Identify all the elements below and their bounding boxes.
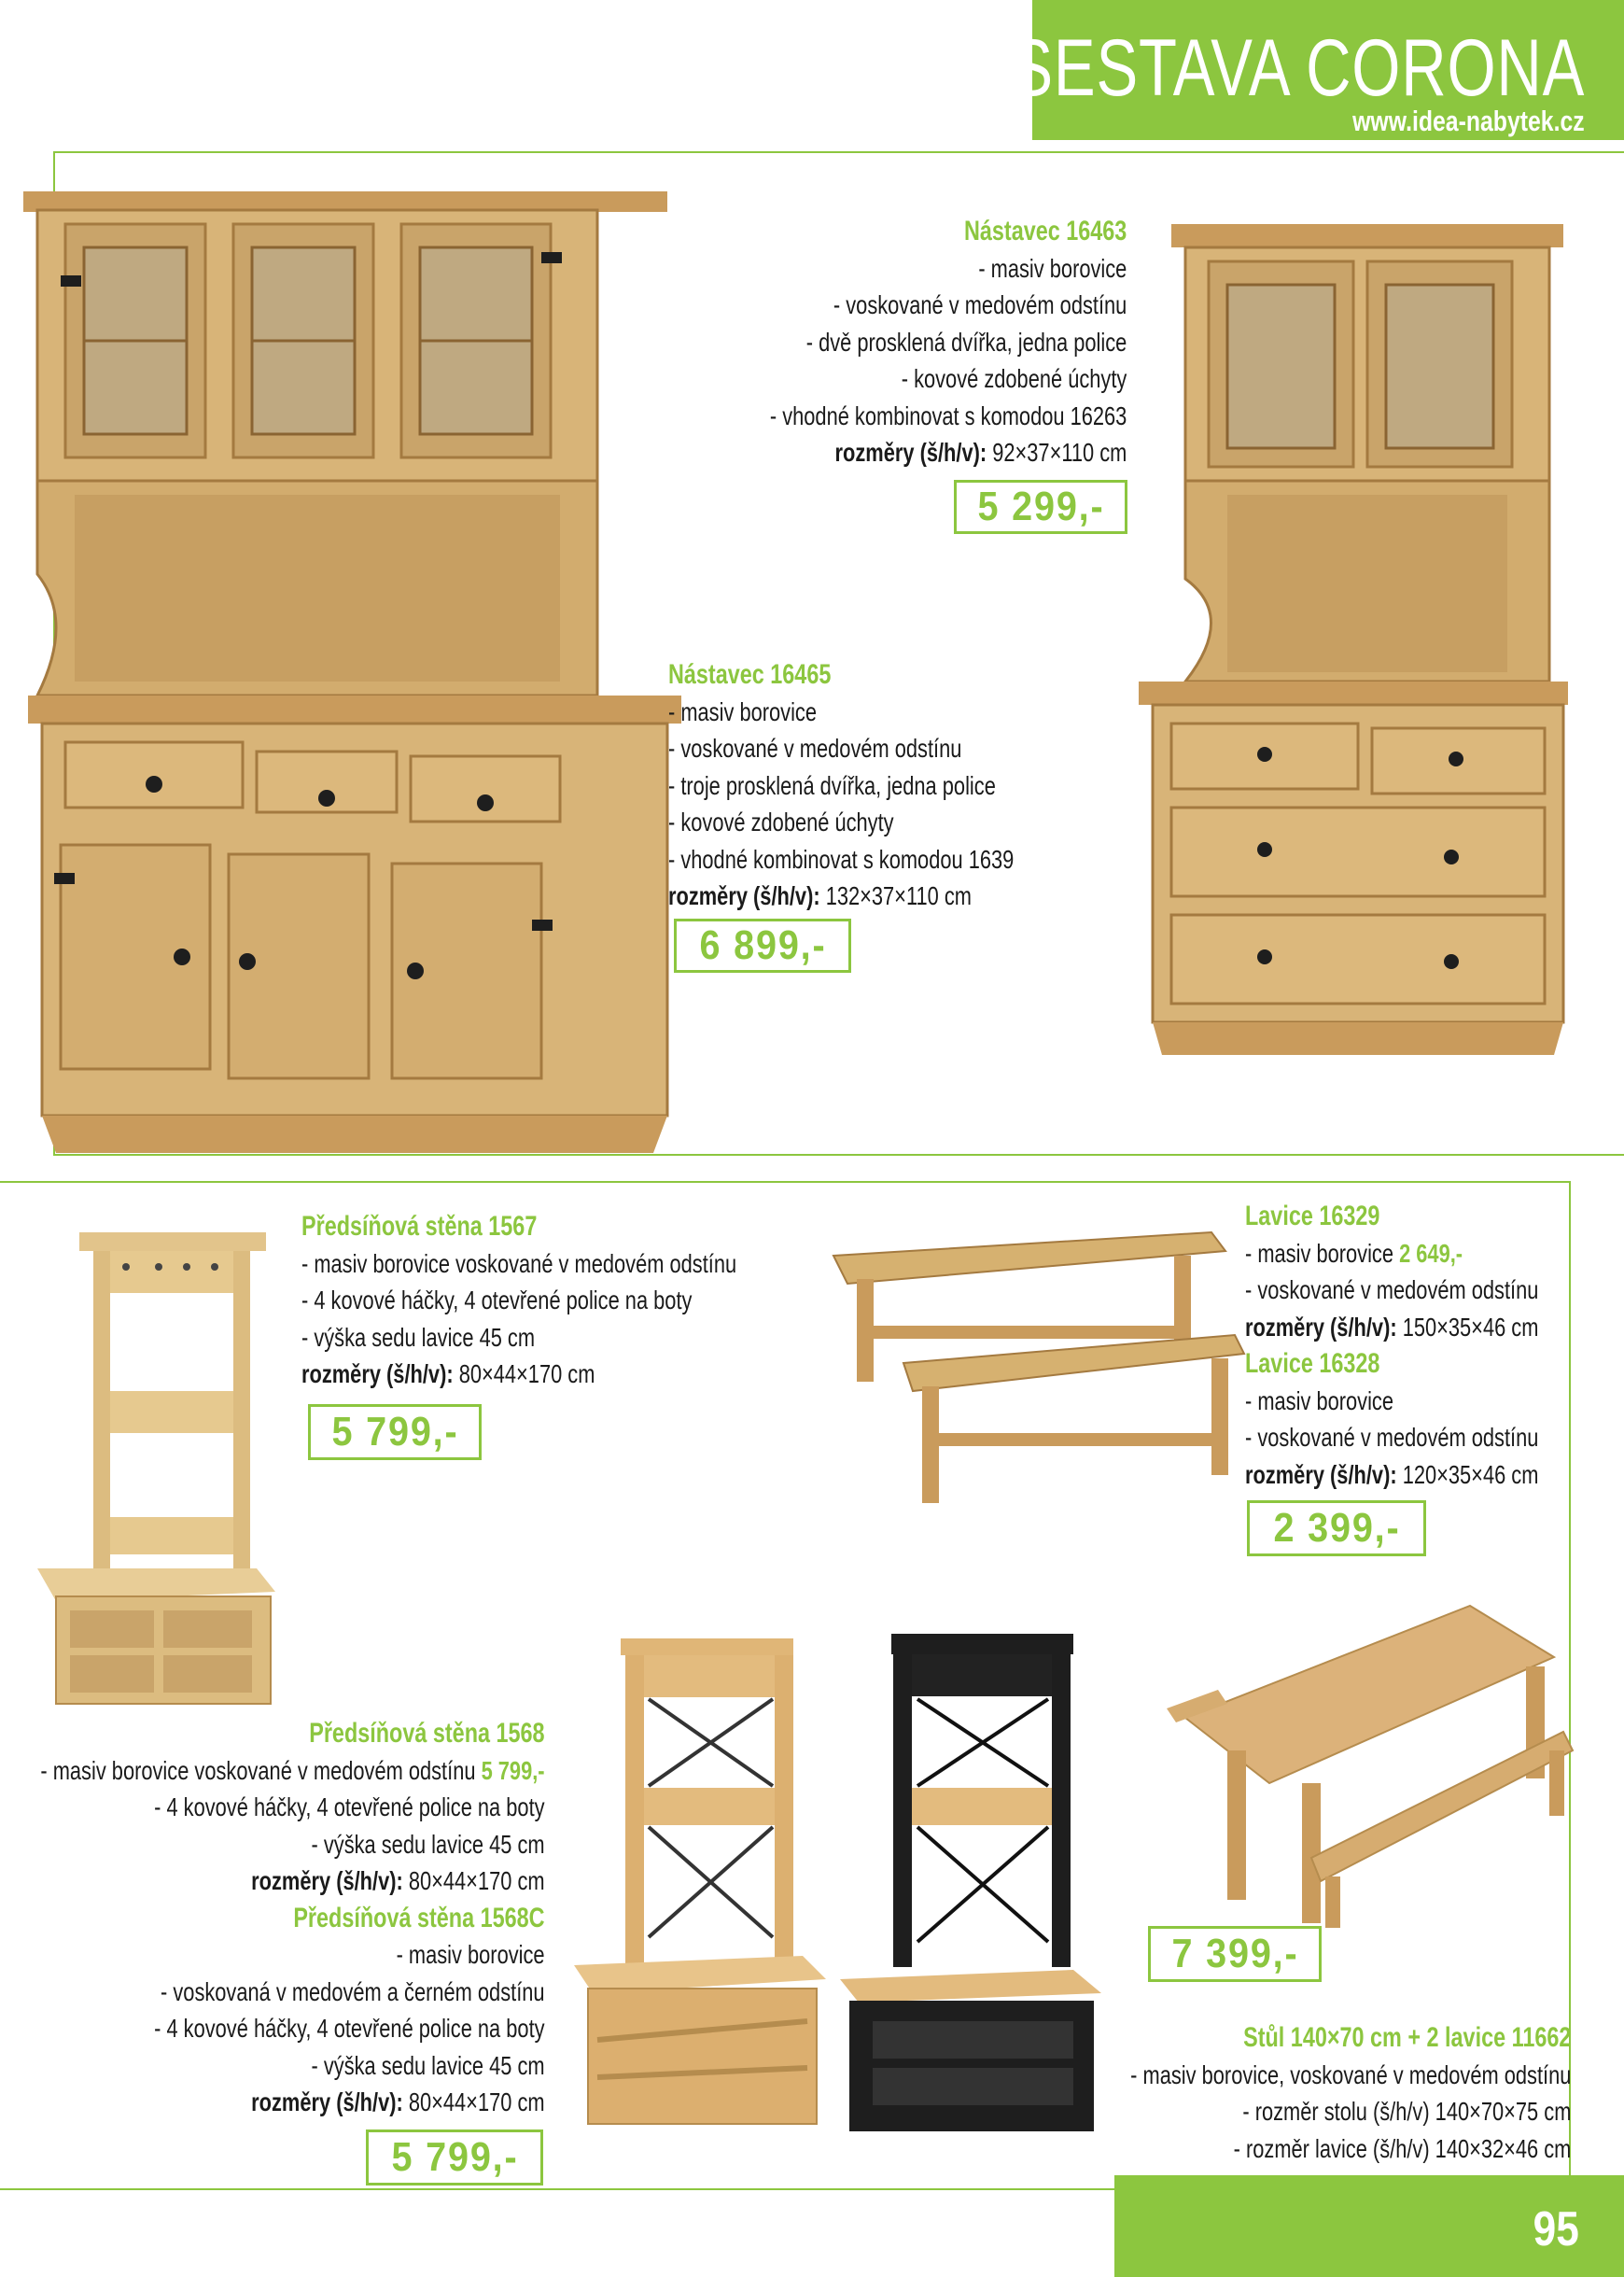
product-1567-dims-label: rozměry (š/h/v): <box>301 1359 454 1388</box>
header-banner <box>1011 0 1624 140</box>
product-16465-line: - voskované v medovém odstínu <box>668 734 962 763</box>
product-1567-dims-value: 80×44×170 cm <box>453 1359 595 1388</box>
product-1568-dims-value: 80×44×170 cm <box>403 1866 545 1895</box>
product-11662-title: Stůl 140×70 cm + 2 lavice 11662 <box>1242 2022 1571 2053</box>
product-16465-dims-label: rozměry (š/h/v): <box>668 881 820 910</box>
product-1568c-price: 5 799,- <box>366 2129 543 2186</box>
product-16465-line: - troje prosklená dvířka, jedna police <box>668 770 996 800</box>
hall-stand-1568-image <box>569 1629 831 2138</box>
product-1568-line: - 4 kovové háčky, 4 otevřené police na boty <box>154 1792 545 1821</box>
product-11662-line: - rozměr stolu (š/h/v) 140×70×75 cm <box>1241 2097 1571 2126</box>
product-16463-title: Nástavec 16463 <box>963 216 1127 246</box>
product-11662-info <box>1006 2019 1571 2167</box>
product-16463-line: - masiv borovice <box>978 253 1127 283</box>
hall-stand-1567-image <box>33 1218 289 1722</box>
product-16329-line: - masiv borovice <box>1245 1238 1400 1268</box>
product-16328-dims-label: rozměry (š/h/v): <box>1245 1459 1397 1489</box>
product-16465-line: - masiv borovice <box>668 696 817 726</box>
product-16328-line: - voskované v medovém odstínu <box>1245 1423 1539 1452</box>
product-16463-line: - kovové zdobené úchyty <box>901 364 1127 393</box>
product-1568c-dims-label: rozměry (š/h/v): <box>251 2087 404 2116</box>
product-16329-dims-label: rozměry (š/h/v): <box>1245 1312 1397 1342</box>
benches-16329-16328-image <box>819 1214 1249 1512</box>
product-16328-price: 2 399,- <box>1247 1500 1426 1556</box>
product-1567-line: - 4 kovové háčky, 4 otevřené police na boty <box>301 1286 693 1314</box>
product-1568c-dims-value: 80×44×170 cm <box>403 2087 545 2116</box>
website-url[interactable]: www.idea-nabytek.cz <box>1352 105 1585 137</box>
page-number: 95 <box>1533 2202 1579 2256</box>
product-16465-line: - vhodné kombinovat s komodou 1639 <box>668 844 1015 874</box>
product-11662-line: - masiv borovice, voskované v medovém odstínu <box>1129 2059 1571 2089</box>
product-16329-16328-info <box>1245 1198 1621 1493</box>
product-16465-title: Nástavec 16465 <box>668 659 832 690</box>
product-16465-price: 6 899,- <box>674 919 851 973</box>
product-1568-line: - výška sedu lavice 45 cm <box>311 1829 545 1859</box>
product-1567-title: Předsíňová stěna 1567 <box>301 1211 538 1242</box>
product-1568c-line: - 4 kovové háčky, 4 otevřené police na boty <box>154 2014 545 2043</box>
product-1568-price: 5 799,- <box>482 1755 545 1785</box>
product-16329-dims-value: 150×35×46 cm <box>1396 1312 1539 1342</box>
product-11662-line: - rozměr lavice (š/h/v) 140×32×46 cm <box>1233 2133 1571 2163</box>
product-16328-dims-value: 120×35×46 cm <box>1396 1459 1539 1489</box>
table-benches-11662-image <box>1162 1601 1582 1928</box>
product-16328-line: - masiv borovice <box>1245 1385 1393 1415</box>
product-16463-line: - vhodné kombinovat s komodou 16263 <box>769 401 1127 430</box>
product-16465-line: - kovové zdobené úchyty <box>668 808 894 836</box>
product-16465-dims-value: 132×37×110 cm <box>819 881 972 910</box>
product-16328-title: Lavice 16328 <box>1245 1348 1380 1379</box>
product-1568c-line: - výška sedu lavice 45 cm <box>311 2050 545 2080</box>
product-11662-price: 7 399,- <box>1148 1926 1322 1982</box>
product-16463-line: - voskované v medovém odstínu <box>833 290 1127 319</box>
product-16463-dims-label: rozměry (š/h/v): <box>834 438 987 467</box>
product-16329-price: 2 649,- <box>1399 1238 1463 1268</box>
hutch-16463-image <box>1134 215 1573 1083</box>
product-1567-price: 5 799,- <box>308 1404 482 1460</box>
product-16465-info <box>668 656 1112 915</box>
product-1568-title: Předsíňová stěna 1568 <box>309 1718 545 1749</box>
product-16463-info <box>669 213 1127 471</box>
page-title: SESTAVA CORONA <box>1011 23 1585 113</box>
product-1568-line: - masiv borovice voskované v medovém odstínu <box>40 1755 483 1785</box>
product-1568c-line: - masiv borovice <box>397 1940 545 1969</box>
product-1568c-title: Předsíňová stěna 1568C <box>293 1902 545 1933</box>
product-1568c-line: - voskovaná v medovém a černém odstínu <box>161 1976 545 2006</box>
product-1567-line: - výška sedu lavice 45 cm <box>301 1322 536 1352</box>
product-16329-title: Lavice 16329 <box>1245 1201 1380 1231</box>
product-16463-price: 5 299,- <box>954 480 1127 534</box>
product-16463-line: - dvě prosklená dvířka, jedna police <box>805 327 1127 357</box>
product-16329-line: - voskované v medovém odstínu <box>1245 1275 1539 1304</box>
hutch-16465-image <box>19 173 672 1153</box>
page-number-box <box>1114 2175 1624 2277</box>
product-1568-dims-label: rozměry (š/h/v): <box>251 1866 404 1895</box>
product-16463-dims-value: 92×37×110 cm <box>986 438 1127 467</box>
product-1568-info <box>0 1715 545 2121</box>
product-1567-info <box>301 1208 860 1393</box>
product-1567-line: - masiv borovice voskované v medovém odstínu <box>301 1248 737 1278</box>
